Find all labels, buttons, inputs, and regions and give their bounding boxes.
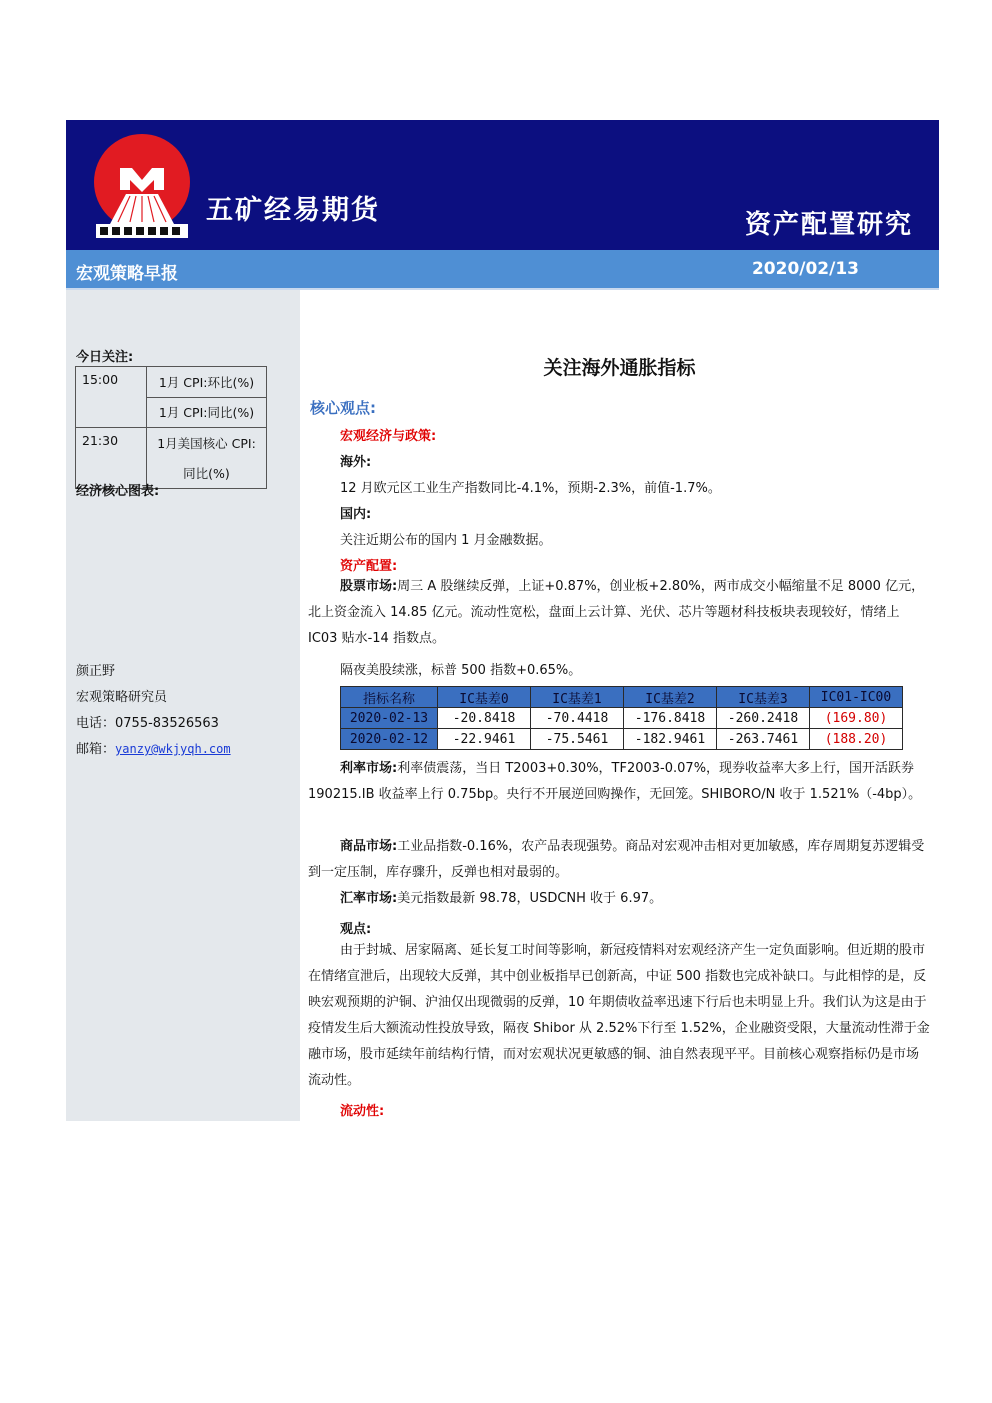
fx-paragraph — [308, 886, 930, 912]
report-subheader — [66, 250, 939, 290]
author-email-row — [76, 738, 231, 757]
table-cell: -20.8418 — [438, 708, 531, 729]
author-phone: 电话：0755-83526563 — [76, 716, 219, 731]
report-type: 宏观策略早报 — [76, 264, 178, 284]
column-header: IC基差3 — [717, 687, 810, 708]
stock-text: 周三 A 股继续反弹，上证+0.87%，创业板+2.80%，两市成交小幅缩量不足 8000 亿元，北上资金流入 14.85 亿元。流动性宽松，盘面上云计算、光伏、芯片等题材科技板块表现较好，情绪上 IC03 贴水-14 指数点。 — [308, 579, 925, 646]
table-row — [341, 729, 903, 750]
view-label: 观点: — [340, 922, 372, 937]
commodity-paragraph — [308, 834, 930, 886]
table-row — [341, 708, 903, 729]
email-link[interactable]: yanzy@wkjyqh.com — [115, 742, 231, 756]
table-cell: -22.9461 — [438, 729, 531, 750]
stock-paragraph — [308, 574, 930, 652]
research-type: 资产配置研究 — [744, 210, 913, 240]
table-cell: -260.2418 — [717, 708, 810, 729]
fx-label: 汇率市场: — [340, 891, 398, 906]
stock-label: 股票市场: — [340, 579, 398, 594]
rate-text: 利率债震荡，当日 T2003+0.30%，TF2003-0.07%，现券收益率大多上行，国开活跃券 190215.IB 收益率上行 0.75bp。央行不开展逆回购操作，无回笼。SHIBORO/N 收于 1.521%（-4bp）。 — [308, 761, 922, 802]
commodity-label: 商品市场: — [340, 839, 398, 854]
liquidity-heading: 流动性: — [340, 1104, 385, 1119]
today-heading: 今日关注: — [76, 350, 134, 365]
event-item: 同比(%) — [147, 458, 267, 489]
commodity-text: 工业品指数-0.16%，农产品表现强势。商品对宏观冲击相对更加敏感，库存周期复苏逻辑受到一定压制，库存骤升，反弹也相对最弱的。 — [308, 839, 925, 880]
table-cell: -70.4418 — [531, 708, 624, 729]
event-item: 1月 CPI:环比(%) — [147, 367, 267, 398]
event-time: 15:00 — [76, 367, 147, 398]
author-name: 颜正野 — [76, 664, 116, 679]
table-row — [76, 397, 267, 428]
asset-heading: 资产配置: — [340, 559, 398, 574]
table-cell: -75.5461 — [531, 729, 624, 750]
domestic-text: 关注近期公布的国内 1 月金融数据。 — [340, 533, 552, 548]
table-row — [76, 367, 267, 398]
table-cell: 2020-02-12 — [341, 729, 438, 750]
table-cell: -182.9461 — [624, 729, 717, 750]
event-item: 1月 CPI:同比(%) — [147, 397, 267, 428]
column-header: 指标名称 — [341, 687, 438, 708]
minmetals-logo — [90, 132, 194, 240]
report-title: 关注海外通胀指标 — [543, 357, 696, 379]
table-header-row — [341, 687, 903, 708]
table-cell: -263.7461 — [717, 729, 810, 750]
macro-heading: 宏观经济与政策: — [340, 429, 437, 444]
sidebar — [66, 290, 300, 1121]
table-cell: (169.80) — [810, 708, 903, 729]
ic-basis-table — [340, 686, 903, 750]
table-cell: -176.8418 — [624, 708, 717, 729]
overseas-text: 12 月欧元区工业生产指数同比-4.1%，预期-2.3%，前值-1.7%。 — [340, 481, 721, 496]
table-row — [76, 428, 267, 459]
event-time: 21:30 — [76, 428, 147, 459]
column-header: IC01-IC00 — [810, 687, 903, 708]
email-label: 邮箱： — [76, 742, 116, 757]
rate-paragraph — [308, 756, 930, 808]
author-role: 宏观策略研究员 — [76, 690, 168, 705]
table-cell: 2020-02-13 — [341, 708, 438, 729]
domestic-label: 国内: — [340, 507, 372, 522]
column-header: IC基差0 — [438, 687, 531, 708]
fx-text: 美元指数最新 98.78，USDCNH 收于 6.97。 — [397, 891, 663, 906]
column-header: IC基差2 — [624, 687, 717, 708]
core-heading: 核心观点: — [310, 399, 376, 417]
view-text: 由于封城、居家隔离、延长复工时间等影响，新冠疫情料对宏观经济产生一定负面影响。但近期的股市在情绪宣泄后，出现较大反弹，其中创业板指早已创新高，中证 500 指数也完成补缺口。与此相悖的是，反映宏观预期的沪铜、沪油仅出现微弱的反弹，10 年期债收益率迅速下行后也未明显上升。我们认为这是由于疫情发生后大额流动性投放导致，隔夜 Shibor 从 2.52%下行至 1.52%，企业融资受限，大量流动性滞于金融市场，股市延续年前结构行情，而对宏观状况更敏感的铜、油自然表现平平。目前核心观察指标仍是市场流动性。 — [308, 943, 930, 1088]
view-paragraph — [308, 938, 930, 1094]
column-header: IC基差1 — [531, 687, 624, 708]
events-table — [75, 366, 267, 489]
header-banner — [66, 120, 939, 250]
rate-label: 利率市场: — [340, 761, 398, 776]
overseas-label: 海外: — [340, 455, 372, 470]
company-name: 五矿经易期货 — [206, 195, 380, 226]
table-cell: (188.20) — [810, 729, 903, 750]
event-item: 1月美国核心 CPI: — [147, 428, 267, 459]
us-stock-text: 隔夜美股续涨，标普 500 指数+0.65%。 — [340, 663, 582, 678]
report-date: 2020/02/13 — [751, 259, 859, 279]
charts-heading: 经济核心图表: — [76, 484, 160, 499]
